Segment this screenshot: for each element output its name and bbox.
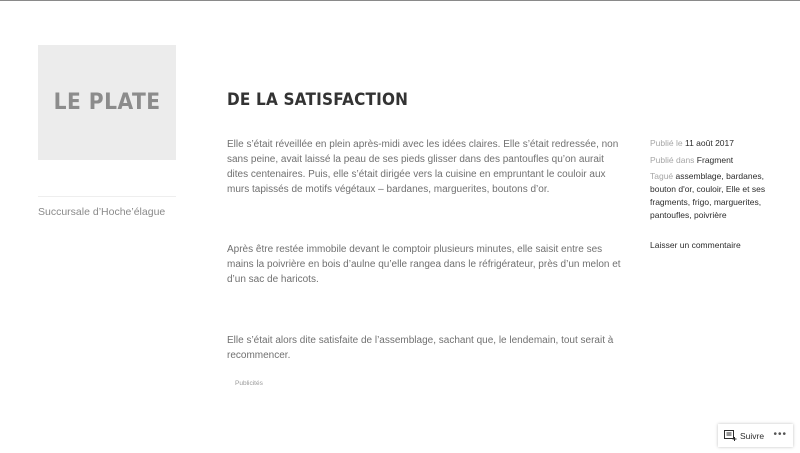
site-tagline: Succursale d’Hoche’élague — [38, 206, 166, 218]
tag-link[interactable]: assemblage — [675, 171, 722, 181]
post-comment — [650, 239, 768, 252]
post-tags: Tagué assemblage, bardanes, bouton d'or, couloir, Elle et ses fragments, frigo, marguerites, pantoufles, poivrière — [650, 171, 766, 220]
follow-button[interactable] — [718, 424, 793, 447]
leave-comment-link[interactable]: Laisser un commentaire — [650, 240, 741, 250]
tags-label: Tagué — [650, 171, 674, 181]
tag-link[interactable]: couloir — [696, 184, 722, 194]
follow-label: Suivre — [740, 430, 765, 441]
published-label: Publié le — [650, 138, 683, 148]
site-logo-text: LE PLATE — [53, 90, 161, 115]
post-paragraph-1: Elle s’était réveillée en plein après-midi avec les idées claires. Elle s’était redressée, non sans peine, avait laissé la peau de ses pieds glisser dans des pantoufles qu’on aurait dites centenaires. Puis, elle s’était dirigée vers la cuisine en empruntant le couloir aux murs tapissés de motifs végétaux – bardanes, marguerites, boutons d’or. — [227, 139, 619, 195]
sidebar-divider — [38, 196, 176, 197]
published-date-link[interactable]: 11 août 2017 — [684, 138, 734, 148]
tag-link[interactable]: Elle et ses fragments — [650, 184, 766, 207]
reader-follow-icon — [724, 430, 737, 441]
top-border — [0, 0, 800, 1]
category-label: Publié dans — [650, 155, 695, 165]
post-date — [650, 137, 768, 150]
category-link[interactable]: Fragment — [696, 155, 734, 165]
site-logo[interactable] — [38, 45, 176, 160]
ads-label: Publicités — [235, 380, 263, 387]
tag-link[interactable]: marguerites — [713, 197, 759, 207]
post-title[interactable]: DE LA SATISFACTION — [227, 90, 409, 110]
post-paragraph-3: Elle s’était alors dite satisfaite de l’assemblage, sachant que, le lendemain, tout serait à recommencer. — [227, 335, 614, 361]
post-category — [650, 154, 768, 167]
tag-link[interactable]: bardanes — [726, 171, 762, 181]
post-paragraph-2: Après être restée immobile devant le comptoir plusieurs minutes, elle saisit entre ses mains la poivrière en bois d’aulne qu’elle rangea dans le réfrigérateur, près d’un melon et d’un sac de haricots. — [227, 244, 621, 285]
tag-link[interactable]: poivrière — [693, 210, 727, 220]
tag-link[interactable]: frigo — [692, 197, 710, 207]
more-options-icon[interactable]: ••• — [773, 429, 787, 440]
tag-link[interactable]: pantoufles — [650, 210, 690, 220]
tag-link[interactable]: bouton d'or — [650, 184, 692, 194]
